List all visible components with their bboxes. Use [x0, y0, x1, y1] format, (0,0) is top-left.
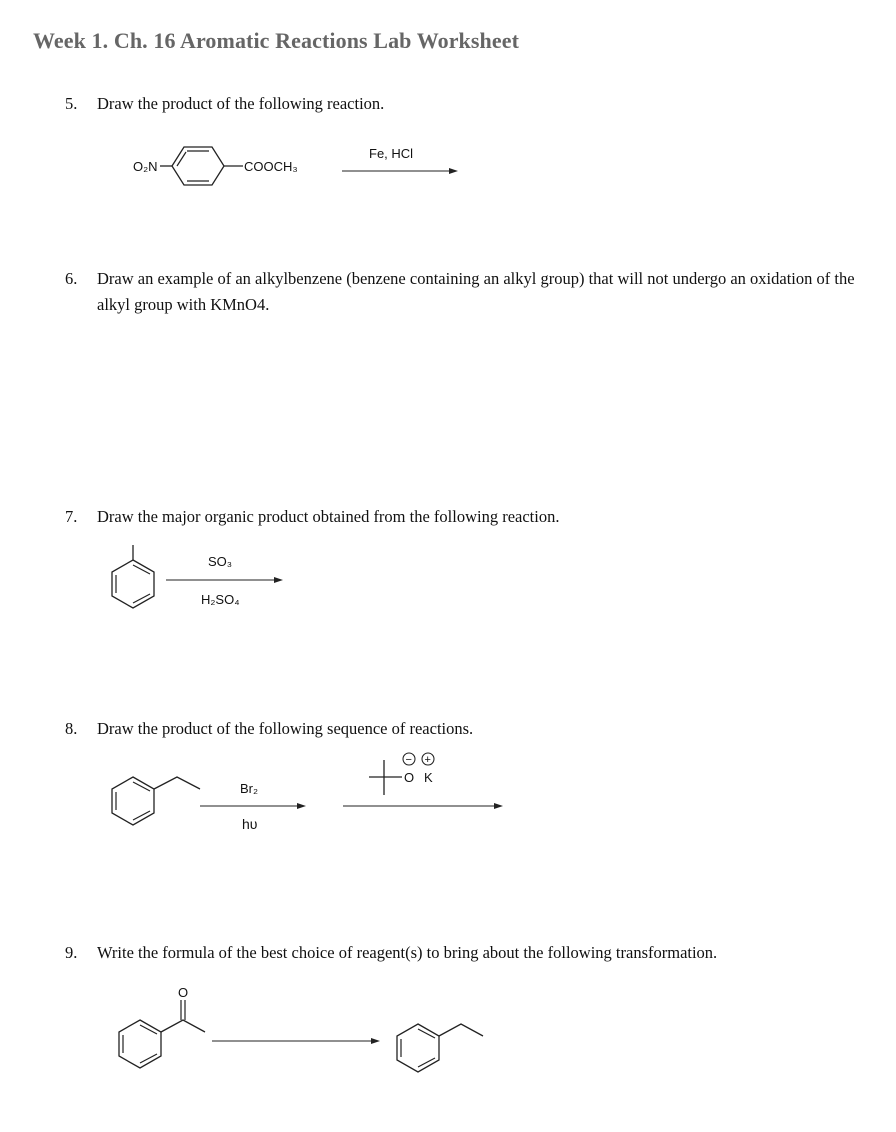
- question-text: Draw an example of an alkylbenzene (benzene containing an alkyl group) that will not undergo an oxidation of the alkyl group with KMnO4.: [97, 269, 855, 314]
- arrowhead: [449, 168, 458, 174]
- question-6: [65, 266, 865, 322]
- arrowhead: [371, 1038, 380, 1044]
- potassium-label: K: [424, 770, 433, 785]
- negative-charge-sign: −: [405, 754, 412, 766]
- reagent-fe-hcl: Fe, HCl: [369, 146, 414, 161]
- question-number: 6.: [65, 269, 78, 288]
- reaction-scheme-8: [0, 740, 896, 840]
- carbonyl-chain: [161, 1020, 205, 1032]
- reaction-scheme-5: [0, 130, 896, 200]
- question-text: Write the formula of the best choice of reagent(s) to bring about the following transformation.: [97, 943, 718, 962]
- tert-butoxide-structure: [369, 753, 434, 795]
- nitro-group-label: O₂N: [133, 159, 158, 174]
- question-number: 8.: [65, 719, 78, 738]
- benzene-ring-5: [172, 147, 224, 185]
- question-number: 7.: [65, 507, 78, 526]
- carbonyl-oxygen-label: O: [178, 985, 189, 1000]
- page-title: Week 1. Ch. 16 Aromatic Reactions Lab Worksheet: [33, 28, 520, 53]
- question-text: Draw the product of the following sequence of reactions.: [97, 719, 474, 738]
- reagent-br2: Br₂: [240, 781, 259, 796]
- question-5: [65, 91, 865, 119]
- reaction-scheme-7: [0, 540, 896, 620]
- benzene-ring-9b: [397, 1024, 439, 1072]
- question-text: Draw the major organic product obtained from the following reaction.: [97, 507, 560, 526]
- reagent-light: hυ: [242, 816, 258, 832]
- positive-charge-sign: +: [424, 754, 431, 766]
- question-text: Draw the product of the following reaction.: [97, 94, 385, 113]
- reagent-h2so4: H₂SO₄: [201, 592, 240, 607]
- question-number: 5.: [65, 94, 78, 113]
- benzene-ring-8: [112, 777, 154, 825]
- ester-group-label: COOCH₃: [244, 159, 298, 174]
- reagent-so3: SO₃: [208, 554, 233, 569]
- question-9: [65, 940, 865, 968]
- ethyl-chain: [154, 777, 200, 789]
- benzene-ring-9a: [119, 1020, 161, 1068]
- arrowhead: [297, 803, 306, 809]
- arrowhead: [274, 577, 283, 583]
- oxygen-label: O: [404, 770, 415, 785]
- question-number: 9.: [65, 943, 78, 962]
- arrowhead: [494, 803, 503, 809]
- reaction-scheme-9: [0, 975, 896, 1075]
- question-7: [65, 504, 865, 532]
- propyl-chain: [439, 1024, 483, 1036]
- benzene-ring-7: [112, 560, 154, 608]
